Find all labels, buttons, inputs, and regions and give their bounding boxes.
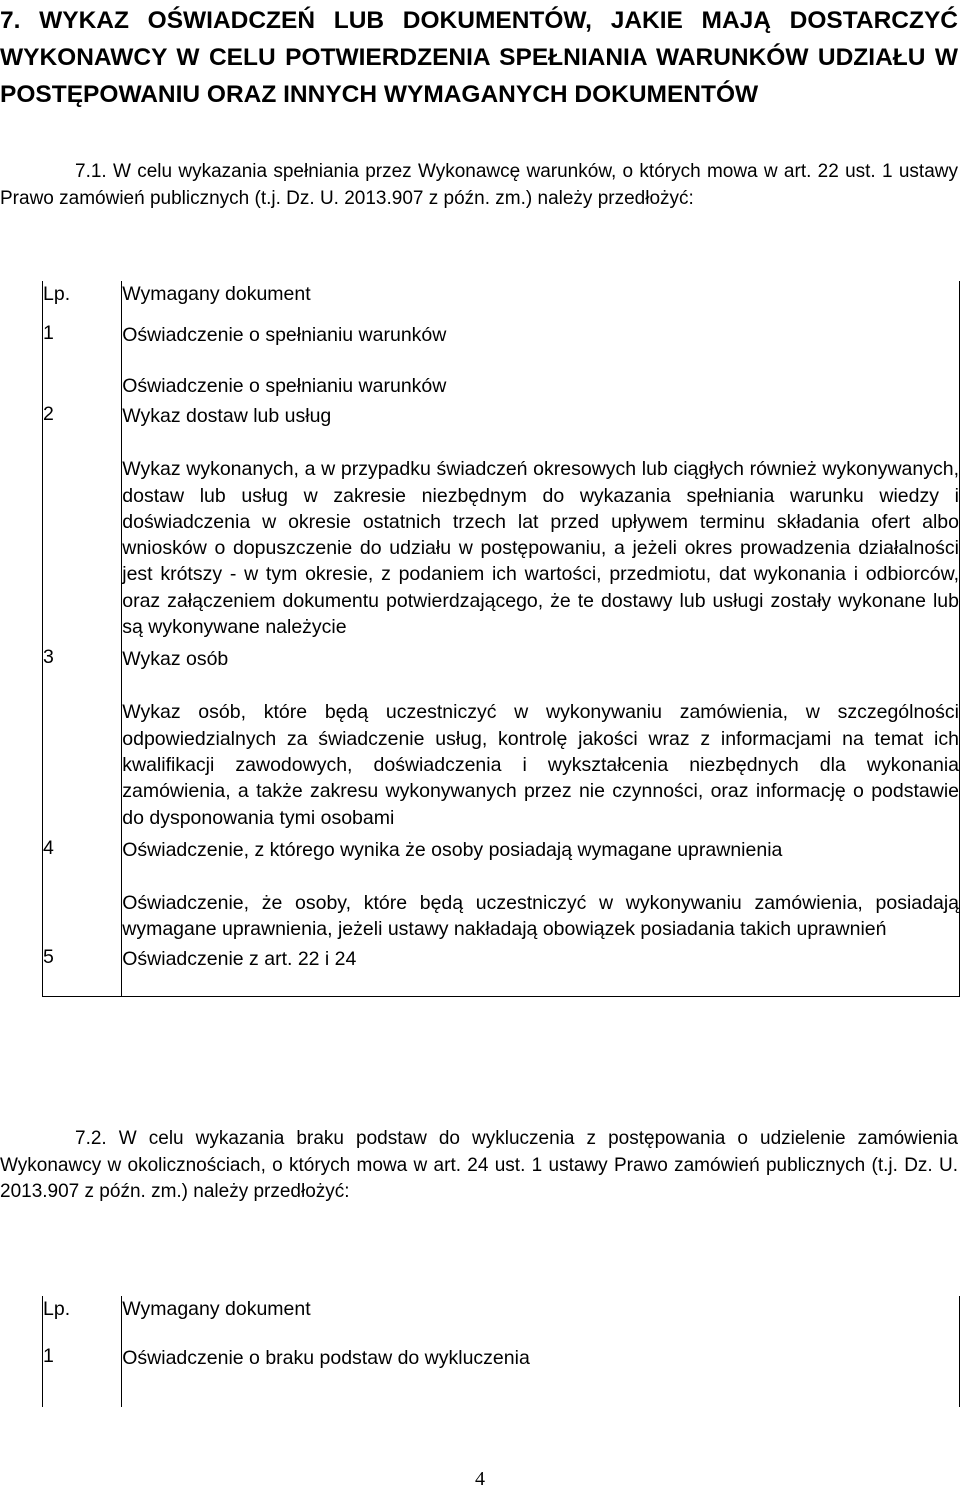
row-description: Oświadczenie, że osoby, które będą uczestniczyć w wykonywaniu zamówienia, posiadają wymagane uprawnienia, jeżeli ustawy nakładają obowiązek posiadania takich uprawnień [122, 891, 959, 941]
row-title: Wykaz osób [122, 648, 229, 671]
row-description: Wykaz wykonanych, a w przypadku świadczeń okresowych lub ciągłych również wykonywanych, dostaw lub usług w zakresie niezbędnym do wykazania spełniania warunku wiedzy i doświadczenia w okresie ostatnich trzech lat przed upływem terminu składania ofert albo wniosków o dopuszczenie do udziału w postępowaniu, a jeżeli okres prowadzenia działalności jest krótszy - w tym okresie, z podaniem ich wartości, przedmiotu, dat wykonania i odbiorców, oraz załączeniem dokumentu potwierdzającego, że te dostawy lub usługi zostały wykonane lub są wykonywane należycie [122, 458, 959, 639]
table-row [43, 831, 960, 943]
page-number: 4 [475, 1468, 485, 1490]
table-header-row [43, 1296, 960, 1323]
row-document [122, 308, 960, 399]
section-7-1-intro: 7.1. W celu wykazania spełniania przez Wykonawcę warunków, o których mowa w art. 22 ust. 1 ustawy Prawo zamówień publicznych (t.j. Dz. U. 2013.907 z późn. zm.) należy przedłożyć: [0, 161, 958, 209]
document-header: Wymagany dokument [122, 281, 960, 308]
row-document [122, 1323, 960, 1407]
row-title: Oświadczenie o braku podstaw do wykluczenia [122, 1347, 530, 1369]
lp-header: Lp. [43, 1296, 122, 1323]
section-heading: 7. WYKAZ OŚWIADCZEŃ LUB DOKUMENTÓW, JAKIE MAJĄ DOSTARCZYĆ WYKONAWCY W CELU POTWIERDZENIA SPEŁNIANIA WARUNKÓW UDZIAŁU W POSTĘPOWANIU ORAZ INNYCH WYMAGANYCH DOKUMENTÓW [0, 7, 958, 108]
row-number: 2 [43, 399, 122, 640]
table-row [43, 399, 960, 640]
row-title: Oświadczenie o spełnianiu warunków [122, 324, 447, 346]
required-documents-table-2 [42, 1296, 960, 1407]
lp-header: Lp. [43, 281, 122, 308]
row-description: Oświadczenie o spełnianiu warunków [122, 375, 447, 397]
row-description: Wykaz osób, które będą uczestniczyć w wykonywaniu zamówienia, w szczególności odpowiedzialnych za świadczenie usług, kontrolę jakości wraz z informacjami na temat ich kwalifikacji zawodowych, doświadczenia i wykształcenia niezbędnych dla wykonania zamówienia, a także zakresu wykonywanych przez nie czynności, oraz informację o podstawie do dysponowania tymi osobami [122, 701, 959, 829]
required-documents-table-1 [42, 281, 960, 997]
table-row [43, 942, 960, 997]
section-7-2-intro: 7.2. W celu wykazania braku podstaw do wykluczenia z postępowania o udzielenie zamówienia Wykonawcy w okolicznościach, o których mowa w art. 24 ust. 1 ustawy Prawo zamówień publicznych (t.j. Dz. U. 2013.907 z późn. zm.) należy przedłożyć: [0, 1128, 958, 1202]
row-document [122, 942, 960, 997]
table-row [43, 640, 960, 830]
row-title: Wykaz dostaw lub usług [122, 405, 332, 428]
document-header: Wymagany dokument [122, 1296, 960, 1323]
table-header-row [43, 281, 960, 308]
table-row [43, 308, 960, 399]
row-number: 3 [43, 640, 122, 830]
row-title: Oświadczenie, z którego wynika że osoby posiadają wymagane uprawnienia [122, 838, 783, 861]
row-number: 5 [43, 942, 122, 997]
row-document [122, 399, 960, 640]
row-number: 1 [43, 308, 122, 399]
row-title: Oświadczenie z art. 22 i 24 [122, 948, 357, 971]
row-document [122, 640, 960, 830]
row-number: 1 [43, 1323, 122, 1407]
row-number: 4 [43, 831, 122, 943]
table-row [43, 1323, 960, 1407]
row-document [122, 831, 960, 943]
